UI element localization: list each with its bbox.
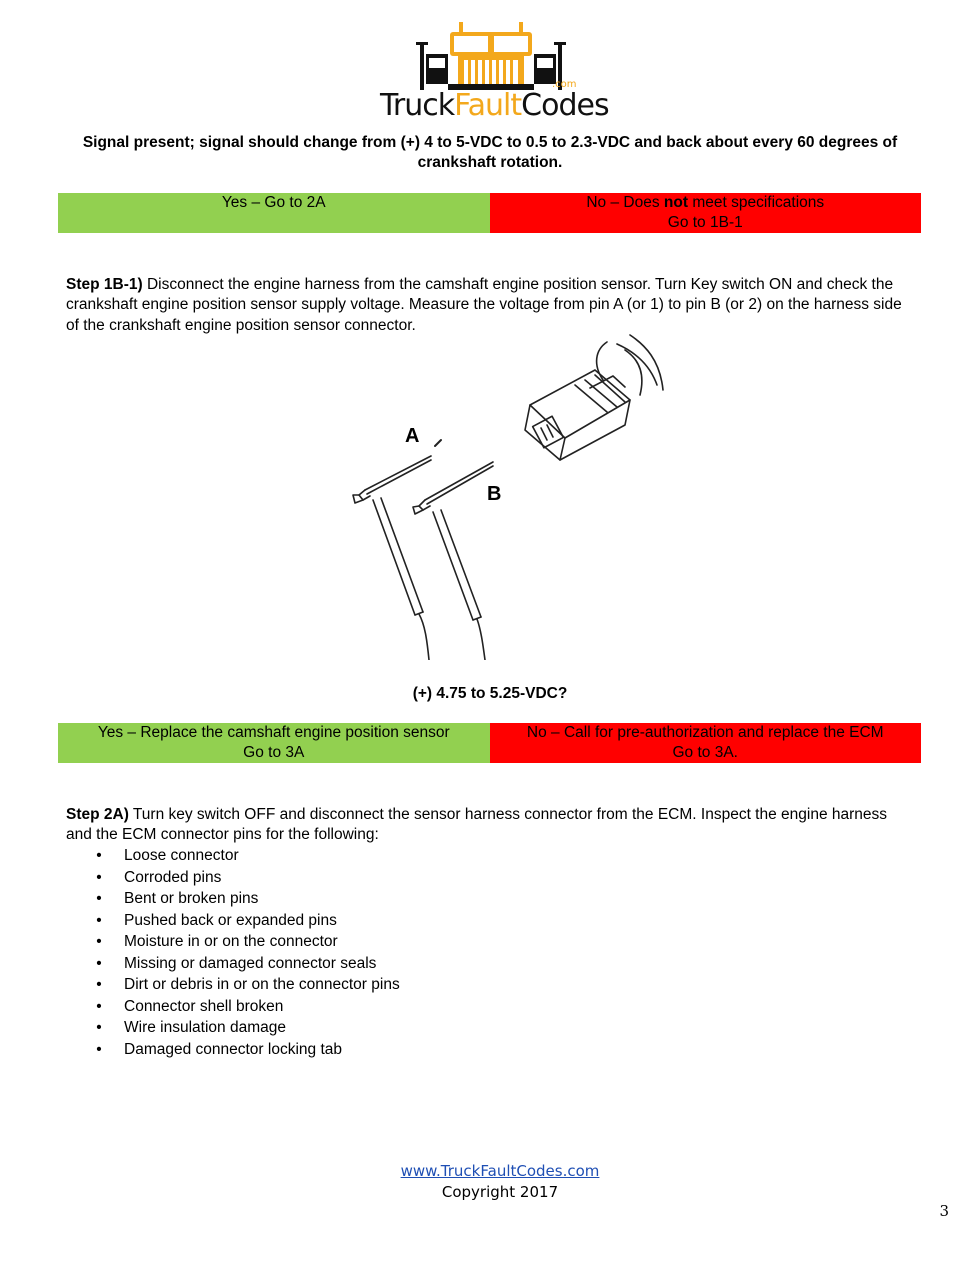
- list-item: [94, 953, 400, 975]
- bullet-icon: •: [96, 847, 102, 864]
- probe-connector-figure: [345, 330, 675, 660]
- list-item: [94, 1017, 400, 1039]
- list-item-text: Missing or damaged connector seals: [124, 954, 377, 972]
- site-logo: [380, 22, 609, 130]
- logo-word-codes: Codes: [521, 88, 609, 123]
- bullet-icon: •: [96, 890, 102, 907]
- inspection-checklist: [94, 845, 400, 1060]
- list-item: [94, 931, 400, 953]
- probe-label-b: B: [487, 483, 502, 505]
- list-item: [94, 888, 400, 910]
- decision-row-1b1: [58, 723, 921, 763]
- yes-cell: Yes – Go to 2A: [58, 193, 490, 233]
- footer-link-wrap: [300, 1161, 700, 1182]
- no-text: No – Call for pre-authorization and replace the ECM: [526, 724, 884, 741]
- list-item: [94, 867, 400, 889]
- step-2a-paragraph: [66, 805, 916, 846]
- signal-heading: Signal present; signal should change from (+) 4 to 5-VDC to 0.5 to 2.3-VDC and back about every 60 degrees of crankshaft rotation.: [82, 134, 898, 171]
- bullet-icon: •: [96, 997, 102, 1015]
- decision-row-1b: [58, 193, 921, 233]
- no-cell: [490, 723, 922, 763]
- bullet-icon: •: [96, 868, 102, 886]
- list-item-text: Connector shell broken: [124, 997, 284, 1015]
- list-item-text: Moisture in or on the connector: [124, 933, 338, 950]
- logo-word-fault: Fault: [454, 88, 522, 123]
- list-item-text: Loose connector: [124, 847, 239, 864]
- list-item: [94, 845, 400, 867]
- no-text-bold: not: [663, 194, 689, 211]
- step-1b1-paragraph: [66, 275, 916, 336]
- meter-probes-connector-icon: [345, 330, 675, 660]
- yes-text: Yes – Replace the camshaft engine position sensor: [97, 724, 450, 741]
- list-item-text: Bent or broken pins: [124, 890, 259, 907]
- no-text-goto: Go to 1B-1: [667, 214, 743, 231]
- step-label: Step 1B-1): [66, 276, 143, 293]
- list-item-text: Corroded pins: [124, 868, 222, 886]
- yes-cell: [58, 723, 490, 763]
- bullet-icon: •: [96, 976, 102, 993]
- list-item: [94, 1039, 400, 1061]
- list-item-text: Pushed back or expanded pins: [124, 911, 337, 929]
- copyright: Copyright 2017: [441, 1183, 559, 1201]
- step-text: Disconnect the engine harness from the camshaft engine position sensor. Turn Key switch ON and check the crankshaft engine position sensor supply voltage. Measure the voltage from pin A (or 1) to pin B (or 2) on the harness side of the crankshaft engine position sensor connector.: [66, 276, 902, 334]
- list-item: [94, 974, 400, 996]
- bullet-icon: •: [96, 1040, 102, 1058]
- list-item: [94, 996, 400, 1018]
- no-text-pre: No – Does: [586, 194, 664, 211]
- bullet-icon: •: [96, 954, 102, 972]
- logo-dotcom: .com: [552, 79, 577, 90]
- voltage-question: (+) 4.75 to 5.25-VDC?: [412, 685, 568, 702]
- website-link[interactable]: www.TruckFaultCodes.com: [400, 1162, 600, 1180]
- step-label: Step 2A): [66, 806, 129, 823]
- list-item-text: Dirt or debris in or on the connector pins: [124, 976, 400, 993]
- page-number: 3: [939, 1202, 949, 1220]
- logo-word-truck: Truck: [380, 88, 455, 123]
- logo-wordmark: [380, 86, 609, 126]
- bullet-icon: •: [96, 911, 102, 929]
- bullet-icon: •: [96, 933, 102, 950]
- no-cell: [490, 193, 922, 233]
- list-item: [94, 910, 400, 932]
- no-text-post: meet specifications: [688, 194, 825, 211]
- probe-label-a: A: [405, 425, 420, 447]
- bullet-icon: •: [96, 1019, 102, 1036]
- list-item-text: Damaged connector locking tab: [124, 1040, 342, 1058]
- yes-goto: Go to 3A: [243, 744, 305, 761]
- step-text: Turn key switch OFF and disconnect the sensor harness connector from the ECM. Inspect the engine harness and the ECM connector pins for the following:: [66, 806, 888, 844]
- no-goto: Go to 3A.: [672, 744, 738, 761]
- list-item-text: Wire insulation damage: [124, 1019, 286, 1036]
